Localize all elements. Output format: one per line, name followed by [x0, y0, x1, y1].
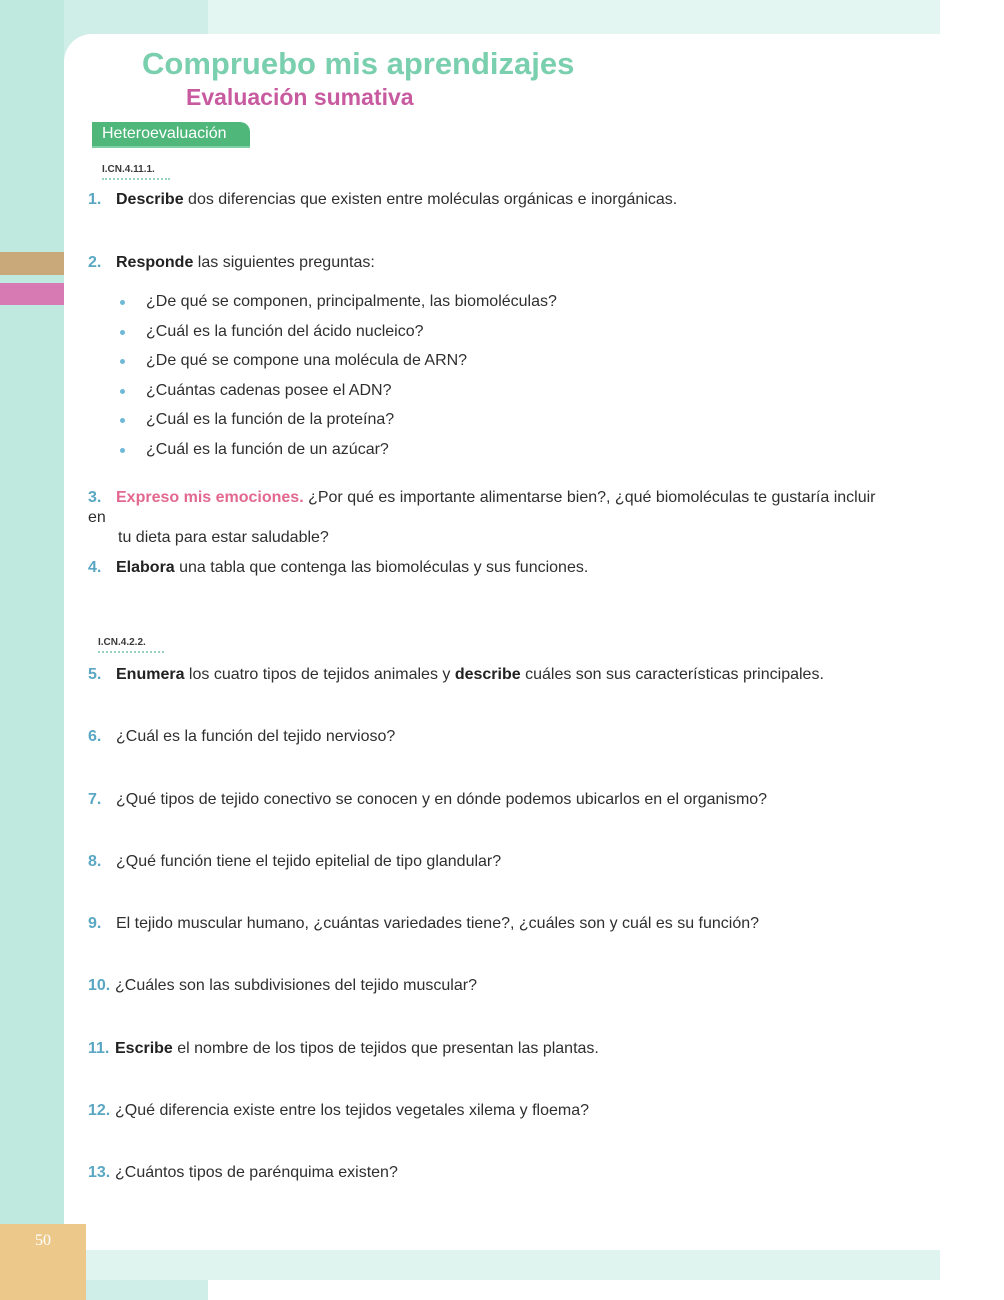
list-item: ¿De qué se componen, principalmente, las biomoléculas? [118, 292, 557, 322]
question-number: 12. [88, 1102, 111, 1119]
list-item: ¿Cuántas cadenas posee el ADN? [118, 381, 557, 411]
question-verb: Escribe [115, 1040, 173, 1057]
page-subtitle: Evaluación sumativa [186, 84, 414, 110]
pink-stripe [0, 283, 64, 305]
question-text: El tejido muscular humano, ¿cuántas variedades tiene?, ¿cuáles son y cuál es su función? [116, 915, 760, 932]
question-text: ¿Qué función tiene el tejido epitelial de tipo glandular? [116, 853, 502, 870]
indicator-code-1: I.CN.4.11.1. [102, 164, 170, 180]
question-text: ¿Por qué es importante alimentarse bien?, ¿qué biomoléculas te gustaría incluir en [88, 489, 876, 526]
question-number: 1. [88, 191, 102, 208]
question-number: 13. [88, 1164, 111, 1181]
question-verb: Enumera [116, 666, 185, 683]
question-text: ¿Qué diferencia existe entre los tejidos vegetales xilema y floema? [115, 1102, 590, 1119]
emotion-prompt: Expreso mis emociones. [116, 489, 304, 506]
question-text: ¿Cuáles son las subdivisiones del tejido muscular? [115, 977, 477, 994]
question-10 [88, 976, 477, 996]
bottom-band [86, 1250, 940, 1280]
content-card [64, 34, 940, 1250]
question-number: 2. [88, 254, 102, 271]
indicator-code-2: I.CN.4.2.2. [98, 637, 164, 653]
question-text-2: cuáles son sus características principales. [520, 666, 824, 683]
list-item: ¿Cuál es la función de la proteína? [118, 410, 557, 440]
question-text: las siguientes preguntas: [193, 254, 375, 271]
list-item: ¿Cuál es la función de un azúcar? [118, 440, 557, 470]
question-verb: Describe [116, 191, 184, 208]
question-12 [88, 1101, 589, 1121]
question-3 [88, 488, 888, 548]
list-item: ¿Cuál es la función del ácido nucleico? [118, 322, 557, 352]
question-number: 7. [88, 791, 102, 808]
question-verb: Responde [116, 254, 194, 271]
question-number: 8. [88, 853, 102, 870]
question-9 [88, 914, 759, 934]
question-verb: Elabora [116, 559, 175, 576]
section-badge: Heteroevaluación [92, 122, 250, 146]
question-text: ¿Cuántos tipos de parénquima existen? [115, 1164, 398, 1181]
question-8 [88, 852, 501, 872]
question-text: ¿Qué tipos de tejido conectivo se conocen y en dónde podemos ubicarlos en el organismo? [116, 791, 768, 808]
question-text: el nombre de los tipos de tejidos que presentan las plantas. [172, 1040, 599, 1057]
question-1 [88, 190, 677, 210]
question-number: 6. [88, 728, 102, 745]
question-text: una tabla que contenga las biomoléculas y sus funciones. [174, 559, 589, 576]
page-title: Compruebo mis aprendizajes [142, 46, 575, 81]
list-item: ¿De qué se compone una molécula de ARN? [118, 351, 557, 381]
question-number: 10. [88, 977, 111, 994]
question-13 [88, 1163, 398, 1183]
question-number: 11. [88, 1040, 110, 1057]
question-number: 4. [88, 559, 102, 576]
question-number: 5. [88, 666, 102, 683]
question-text-continued: tu dieta para estar saludable? [118, 529, 329, 546]
question-4 [88, 558, 588, 578]
left-band-deep [0, 0, 64, 1228]
question-5 [88, 665, 824, 685]
question-7 [88, 790, 767, 810]
question-number: 9. [88, 915, 102, 932]
sub-question-list [118, 292, 557, 469]
page-number: 50 [35, 1232, 51, 1249]
question-text: ¿Cuál es la función del tejido nervioso? [116, 728, 396, 745]
question-text: dos diferencias que existen entre moléculas orgánicas e inorgánicas. [183, 191, 678, 208]
question-6 [88, 727, 395, 747]
question-text: los cuatro tipos de tejidos animales y [184, 666, 455, 683]
question-verb-2: describe [454, 666, 521, 683]
question-number: 3. [88, 489, 102, 506]
question-11 [88, 1039, 599, 1059]
tan-stripe [0, 252, 64, 275]
right-margin [940, 0, 1004, 1300]
question-2 [88, 253, 375, 273]
